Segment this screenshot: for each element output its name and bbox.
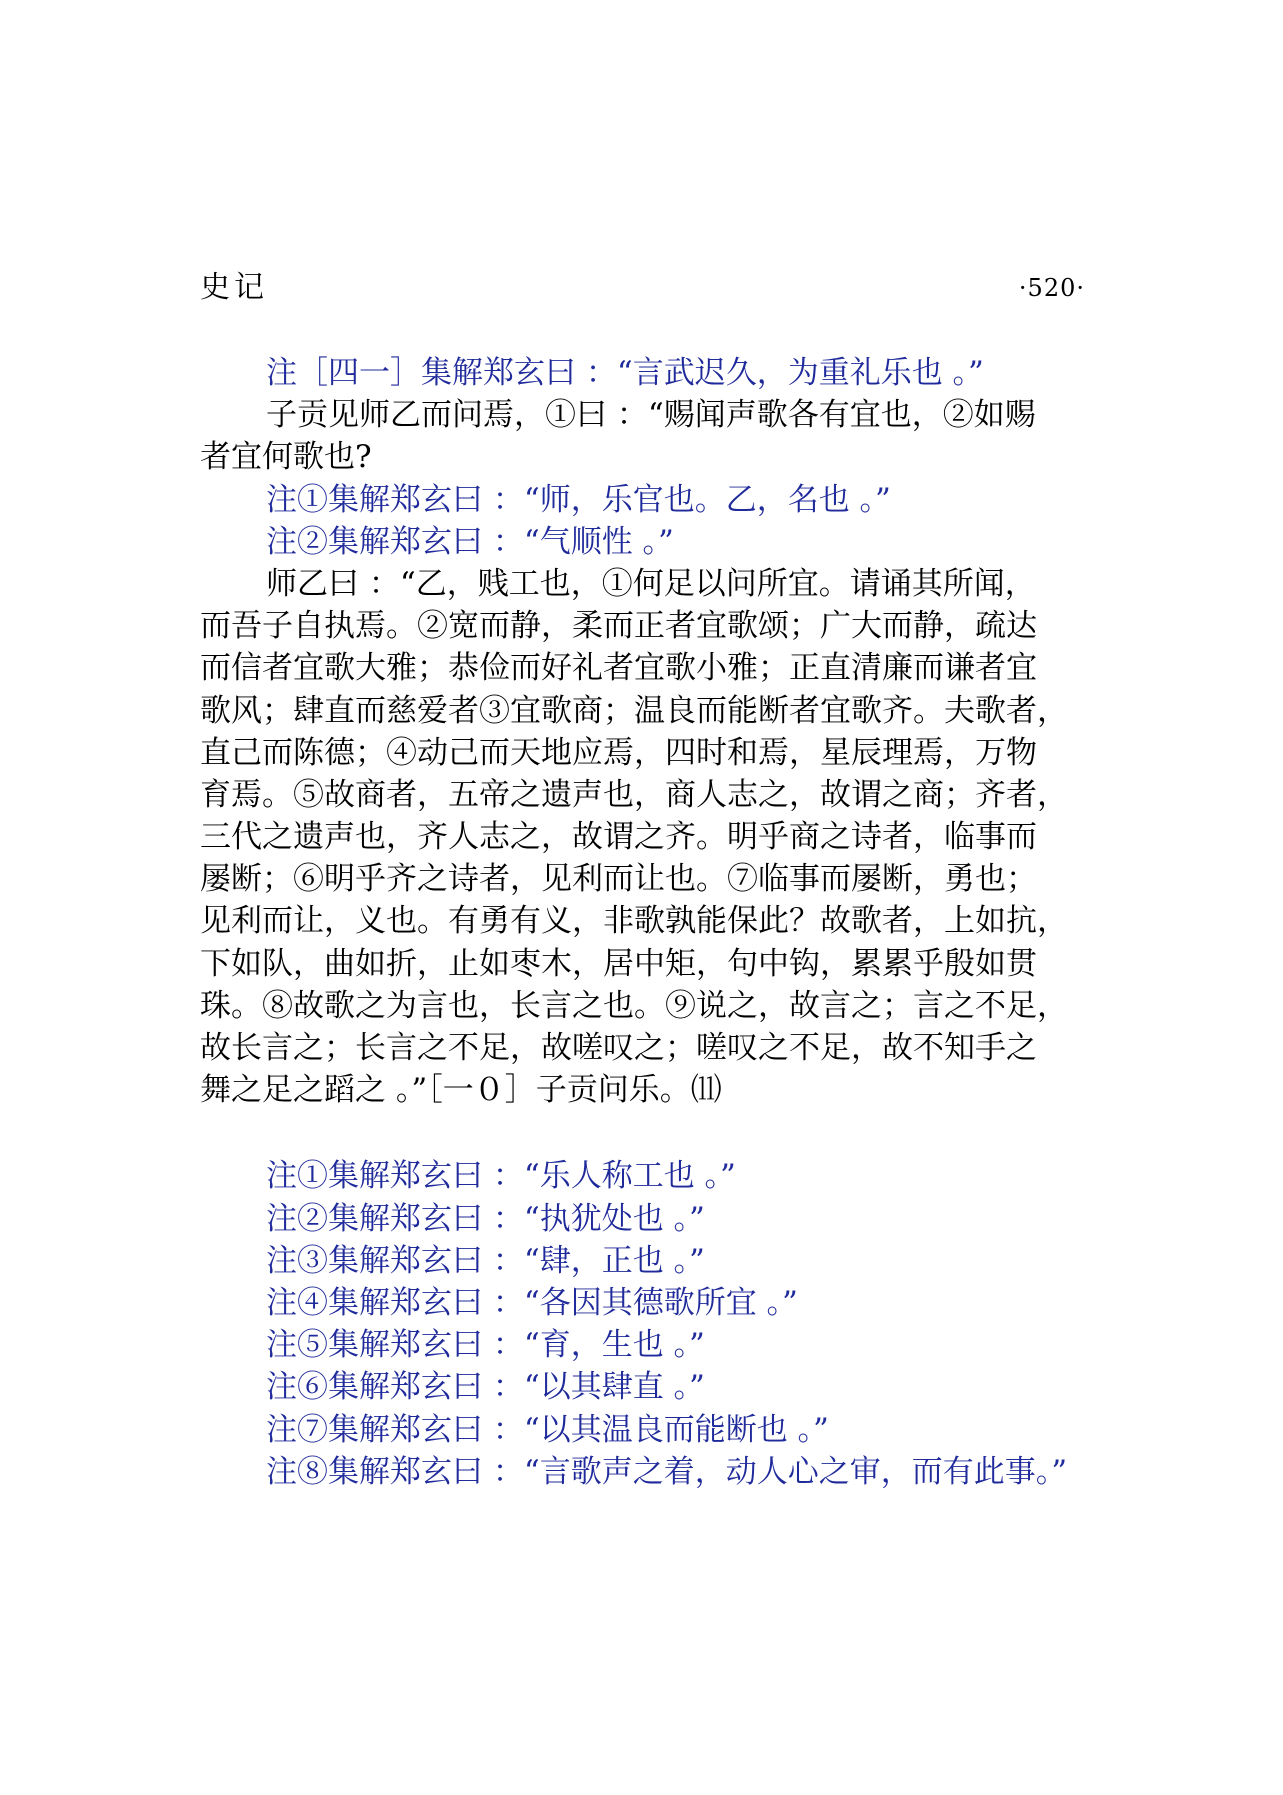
annotation-line: 注③集解郑玄曰 ：“肆，正也 。” <box>266 1242 705 1279</box>
text-line: 见利而让，义也。有勇有义，非歌孰能保此？故歌者，上如抗， <box>200 903 1068 940</box>
paragraph-gap <box>200 1111 1085 1155</box>
annotation-line: 注②集解郑玄曰 ：“气顺性 。” <box>266 523 674 560</box>
text-line: 直己而陈德；④动己而天地应焉，四时和焉，星辰理焉，万物 <box>200 734 1037 771</box>
text-line: 师乙曰 ：“乙，贱工也，①何足以问所宜。请诵其所闻， <box>266 565 1036 602</box>
text-line: 舞之足之蹈之 。”［一０］子贡问乐。⑾ <box>200 1072 722 1109</box>
text-line: 育焉。⑤故商者，五帝之遗声也，商人志之，故谓之商；齐者， <box>200 776 1068 813</box>
text-line: 故长言之；长言之不足，故嗟叹之；嗟叹之不足，故不知手之 <box>200 1030 1037 1066</box>
annotation-line: 注⑤集解郑玄曰 ：“育，生也 。” <box>266 1327 705 1364</box>
annotation-line: 注①集解郑玄曰 ：“乐人称工也 。” <box>266 1158 736 1195</box>
text-line: 子贡见师乙而问焉，①曰 ：“赐闻声歌各有宜也，②如赐 <box>266 397 1036 434</box>
text-line: 歌风；肆直而慈爱者③宜歌商；温良而能断者宜歌齐。夫歌者， <box>200 692 1068 729</box>
text-line: 三代之遗声也，齐人志之，故谓之齐。明乎商之诗者，临事而 <box>200 819 1037 856</box>
annotation-line: 注⑧集解郑玄曰 ：“言歌声之着，动人心之审，而有此事。” <box>266 1453 1068 1490</box>
page-number: ·520· <box>1018 274 1085 302</box>
annotation-line: 注④集解郑玄曰 ：“各因其德歌所宜 。” <box>266 1284 798 1321</box>
text-line: 珠。⑧故歌之为言也，长言之也。⑨说之，故言之；言之不足， <box>200 987 1068 1024</box>
annotation-line: 注⑦集解郑玄曰 ：“以其温良而能断也 。” <box>266 1411 829 1448</box>
text-line: 而信者宜歌大雅；恭俭而好礼者宜歌小雅；正直清廉而谦者宜 <box>200 650 1037 687</box>
text-line: 屡断；⑥明乎齐之诗者，见利而让也。⑦临事而屡断，勇也； <box>200 861 1037 898</box>
annotation-line: 注①集解郑玄曰 ：“师，乐官也。乙，名也 。” <box>266 481 891 518</box>
annotation-line: 注⑥集解郑玄曰 ：“以其肆直 。” <box>266 1369 705 1406</box>
text-line: 而吾子自执焉。②宽而静，柔而正者宜歌颂；广大而静，疏达 <box>200 608 1037 645</box>
text-line: 者宜何歌也? <box>200 439 372 476</box>
page-body <box>200 352 1085 1493</box>
annotation-line: 注②集解郑玄曰 ：“执犹处也 。” <box>266 1200 705 1237</box>
page-header <box>200 268 1085 308</box>
text-line: 下如队，曲如折，止如枣木，居中矩，句中钩，累累乎殷如贯 <box>200 945 1037 982</box>
annotation-line: 注［四一］集解郑玄曰 ：“言武迟久，为重礼乐也 。” <box>266 355 984 391</box>
book-title: 史记 <box>200 270 268 305</box>
